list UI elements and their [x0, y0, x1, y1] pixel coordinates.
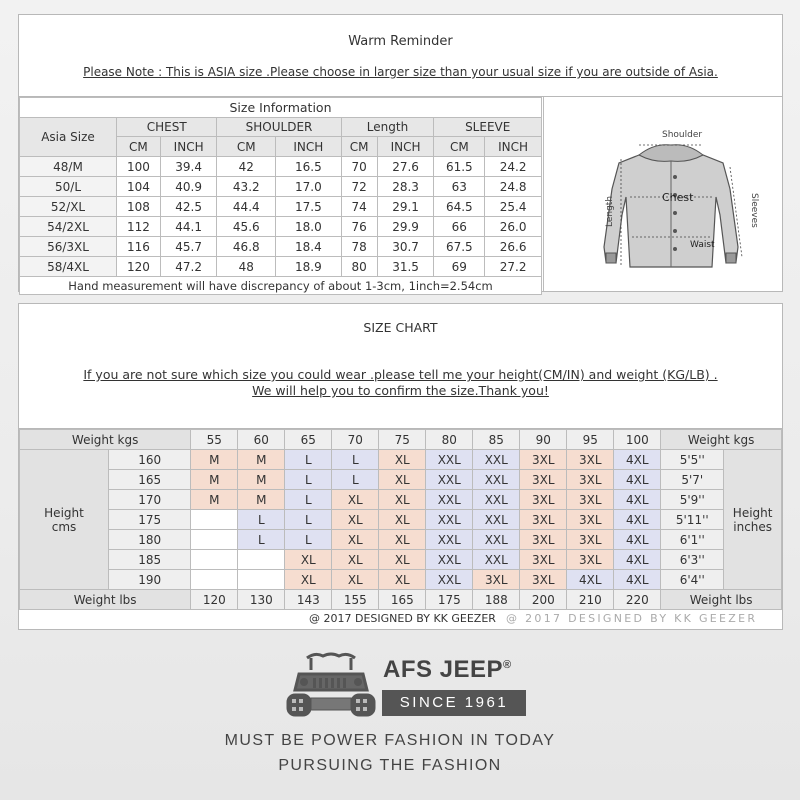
- weight-kg-header: 85: [473, 430, 520, 450]
- slogan-line: MUST BE POWER FASHION IN TODAY: [224, 732, 556, 749]
- size-cell: 4XL: [614, 530, 661, 550]
- measurement-cell: 24.8: [485, 177, 542, 197]
- size-cell: XXL: [426, 530, 473, 550]
- weight-lb-cell: 155: [332, 590, 379, 610]
- size-cell: 4XL: [614, 450, 661, 470]
- size-cell: 3XL: [567, 450, 614, 470]
- jeep-logo-icon: [285, 650, 377, 722]
- weight-lb-cell: 188: [473, 590, 520, 610]
- diagram-shoulder-label: Shoulder: [662, 130, 703, 140]
- group-header: CHEST: [117, 118, 217, 137]
- measurement-cell: 74: [341, 197, 377, 217]
- size-chart-title: SIZE CHART: [363, 320, 438, 335]
- size-chart-row: [20, 470, 782, 490]
- measurement-cell: 69: [434, 257, 485, 277]
- size-cell: 3XL: [567, 490, 614, 510]
- size-cell: XXL: [426, 490, 473, 510]
- height-inch-cell: 6'1'': [661, 530, 724, 550]
- measurement-cell: 70: [341, 157, 377, 177]
- size-cell: L: [285, 530, 332, 550]
- group-header: SLEEVE: [434, 118, 542, 137]
- height-cm-cell: 160: [109, 450, 191, 470]
- weight-kg-header: 55: [191, 430, 238, 450]
- weight-lb-cell: 210: [567, 590, 614, 610]
- measurement-cell: 66: [434, 217, 485, 237]
- measurement-cell: 104: [117, 177, 161, 197]
- measurement-cell: 80: [341, 257, 377, 277]
- size-cell: 4XL: [614, 550, 661, 570]
- measurement-cell: 46.8: [217, 237, 276, 257]
- size-chart-instructions: [19, 367, 782, 399]
- size-cell: 3XL: [520, 470, 567, 490]
- size-cell: XL: [332, 550, 379, 570]
- size-row: [20, 197, 542, 217]
- measurement-cell: 26.6: [485, 237, 542, 257]
- unit-header: INCH: [377, 137, 434, 157]
- measurement-cell: 116: [117, 237, 161, 257]
- size-cell: M: [238, 450, 285, 470]
- warm-reminder-title: Warm Reminder: [348, 34, 453, 49]
- weight-lb-cell: 130: [238, 590, 285, 610]
- size-cell: 3XL: [520, 450, 567, 470]
- weight-lb-cell: 120: [191, 590, 238, 610]
- diagram-length-label: Length: [605, 195, 615, 227]
- asia-size-cell: 50/L: [20, 177, 117, 197]
- weight-lbs-label: Weight lbs: [20, 590, 191, 610]
- size-cell: XL: [379, 450, 426, 470]
- measurement-cell: 112: [117, 217, 161, 237]
- height-cm-cell: 180: [109, 530, 191, 550]
- measurement-cell: 44.1: [160, 217, 217, 237]
- measurement-cell: 40.9: [160, 177, 217, 197]
- size-cell: L: [285, 490, 332, 510]
- measurement-cell: 63: [434, 177, 485, 197]
- height-inch-cell: 5'7': [661, 470, 724, 490]
- size-cell: [238, 570, 285, 590]
- diagram-sleeves-label: Sleeves: [749, 193, 759, 228]
- size-cell: XXL: [426, 510, 473, 530]
- warm-reminder-note: Please Note : This is ASIA size .Please choose in larger size than your usual size if you are outside of Asia.: [83, 65, 718, 79]
- size-cell: L: [332, 450, 379, 470]
- size-cell: L: [285, 510, 332, 530]
- size-cell: [191, 550, 238, 570]
- size-cell: 4XL: [614, 490, 661, 510]
- size-cell: XL: [332, 510, 379, 530]
- size-cell: 4XL: [614, 510, 661, 530]
- measurement-cell: 44.4: [217, 197, 276, 217]
- asia-size-cell: 48/M: [20, 157, 117, 177]
- measurement-cell: 27.6: [377, 157, 434, 177]
- size-cell: 3XL: [567, 530, 614, 550]
- size-cell: XL: [332, 490, 379, 510]
- weight-kgs-label-right: Weight kgs: [661, 430, 782, 450]
- measurement-cell: 45.6: [217, 217, 276, 237]
- asia-size-cell: 58/4XL: [20, 257, 117, 277]
- size-row: [20, 177, 542, 197]
- size-cell: [191, 570, 238, 590]
- size-cell: [238, 550, 285, 570]
- size-chart-table: [19, 429, 782, 610]
- height-cm-cell: 190: [109, 570, 191, 590]
- measurement-cell: 64.5: [434, 197, 485, 217]
- copyright-watermark: @ 2017 DESIGNED BY KK GEEZER: [506, 612, 758, 625]
- measurement-cell: 27.2: [485, 257, 542, 277]
- size-cell: XXL: [426, 570, 473, 590]
- measurement-cell: 48: [217, 257, 276, 277]
- size-chart-instruction-line: We will help you to confirm the size.Thank you!: [252, 383, 549, 398]
- weight-kgs-label: Weight kgs: [20, 430, 191, 450]
- size-information-title: Size Information: [20, 98, 542, 118]
- measurement-cell: 47.2: [160, 257, 217, 277]
- measurement-cell: 67.5: [434, 237, 485, 257]
- size-information-table: [19, 97, 542, 295]
- diagram-chest-label: Chest: [662, 191, 694, 204]
- unit-header: CM: [434, 137, 485, 157]
- weight-kg-header: 95: [567, 430, 614, 450]
- shirt-diagram: [543, 97, 783, 291]
- size-cell: L: [285, 450, 332, 470]
- size-cell: XXL: [426, 550, 473, 570]
- measurement-cell: 26.0: [485, 217, 542, 237]
- size-row: [20, 157, 542, 177]
- measurement-cell: 108: [117, 197, 161, 217]
- asia-size-label: Asia Size: [20, 118, 117, 157]
- registered-mark: ®: [503, 659, 512, 671]
- measurement-cell: 43.2: [217, 177, 276, 197]
- height-cm-cell: 170: [109, 490, 191, 510]
- size-cell: XL: [285, 550, 332, 570]
- asia-size-cell: 52/XL: [20, 197, 117, 217]
- size-cell: XXL: [473, 510, 520, 530]
- brand-name: AFS JEEP®: [383, 656, 512, 683]
- size-cell: XL: [332, 570, 379, 590]
- size-chart-row: [20, 490, 782, 510]
- size-chart-row: [20, 450, 782, 470]
- unit-header: INCH: [485, 137, 542, 157]
- measurement-cell: 18.4: [276, 237, 341, 257]
- weight-lb-cell: 175: [426, 590, 473, 610]
- slogan-line: PURSUING THE FASHION: [278, 757, 502, 774]
- measurement-cell: 45.7: [160, 237, 217, 257]
- weight-lb-cell: 200: [520, 590, 567, 610]
- weight-lb-cell: 220: [614, 590, 661, 610]
- measurement-cell: 76: [341, 217, 377, 237]
- size-cell: L: [238, 510, 285, 530]
- height-cms-label: Height cms: [20, 450, 109, 590]
- size-cell: XXL: [473, 550, 520, 570]
- size-cell: 4XL: [567, 570, 614, 590]
- measurement-cell: 28.3: [377, 177, 434, 197]
- size-cell: M: [238, 490, 285, 510]
- height-cm-cell: 175: [109, 510, 191, 530]
- height-inch-cell: 5'5'': [661, 450, 724, 470]
- weight-kg-header: 75: [379, 430, 426, 450]
- size-cell: 4XL: [614, 570, 661, 590]
- size-cell: XL: [379, 470, 426, 490]
- height-cm-cell: 185: [109, 550, 191, 570]
- measurement-cell: 18.0: [276, 217, 341, 237]
- measurement-cell: 120: [117, 257, 161, 277]
- size-cell: XXL: [473, 530, 520, 550]
- weight-kg-header: 90: [520, 430, 567, 450]
- weight-lb-cell: 143: [285, 590, 332, 610]
- measurement-cell: 25.4: [485, 197, 542, 217]
- measurement-footnote: Hand measurement will have discrepancy of about 1-3cm, 1inch=2.54cm: [20, 277, 542, 295]
- unit-header: CM: [117, 137, 161, 157]
- size-row: [20, 257, 542, 277]
- size-cell: 3XL: [520, 570, 567, 590]
- size-cell: L: [332, 470, 379, 490]
- size-cell: 3XL: [567, 550, 614, 570]
- size-cell: XL: [379, 530, 426, 550]
- measurement-cell: 78: [341, 237, 377, 257]
- measurement-cell: 42: [217, 157, 276, 177]
- brand-since-badge: SINCE 1961: [382, 690, 526, 716]
- weight-kg-header: 100: [614, 430, 661, 450]
- size-cell: XXL: [473, 470, 520, 490]
- size-cell: L: [285, 470, 332, 490]
- size-cell: XL: [379, 510, 426, 530]
- height-cm-cell: 165: [109, 470, 191, 490]
- unit-header: CM: [217, 137, 276, 157]
- height-inch-cell: 5'9'': [661, 490, 724, 510]
- asia-size-cell: 56/3XL: [20, 237, 117, 257]
- size-cell: L: [238, 530, 285, 550]
- height-inch-cell: 5'11'': [661, 510, 724, 530]
- unit-header: INCH: [276, 137, 341, 157]
- size-cell: XL: [285, 570, 332, 590]
- size-row: [20, 217, 542, 237]
- measurement-cell: 29.1: [377, 197, 434, 217]
- size-cell: M: [191, 490, 238, 510]
- copyright-text: @ 2017 DESIGNED BY KK GEEZER: [309, 612, 496, 625]
- height-inch-cell: 6'3'': [661, 550, 724, 570]
- height-inches-label: Height inches: [724, 450, 782, 590]
- size-cell: 3XL: [520, 530, 567, 550]
- warm-reminder-section: [19, 15, 782, 97]
- weight-lb-cell: 165: [379, 590, 426, 610]
- shirt-measurement-icon: [544, 97, 783, 291]
- size-information-panel: [18, 14, 783, 292]
- measurement-cell: 17.0: [276, 177, 341, 197]
- unit-header: INCH: [160, 137, 217, 157]
- weight-kg-header: 60: [238, 430, 285, 450]
- size-cell: 3XL: [520, 510, 567, 530]
- size-cell: XXL: [426, 470, 473, 490]
- size-cell: XL: [332, 530, 379, 550]
- weight-kg-header: 70: [332, 430, 379, 450]
- size-cell: M: [191, 450, 238, 470]
- measurement-cell: 61.5: [434, 157, 485, 177]
- size-chart-row: [20, 550, 782, 570]
- size-cell: M: [191, 470, 238, 490]
- height-inch-cell: 6'4'': [661, 570, 724, 590]
- size-cell: XXL: [473, 450, 520, 470]
- copyright-bar: [19, 609, 782, 629]
- unit-header: CM: [341, 137, 377, 157]
- size-cell: [191, 510, 238, 530]
- size-cell: M: [238, 470, 285, 490]
- size-cell: XL: [379, 490, 426, 510]
- weight-lbs-label-right: Weight lbs: [661, 590, 782, 610]
- size-chart-instruction-line: If you are not sure which size you could wear .please tell me your height(CM/IN) and weight (KG/LB) .: [83, 367, 718, 382]
- size-cell: XXL: [426, 450, 473, 470]
- measurement-cell: 30.7: [377, 237, 434, 257]
- measurement-cell: 31.5: [377, 257, 434, 277]
- size-cell: XL: [379, 550, 426, 570]
- measurement-cell: 17.5: [276, 197, 341, 217]
- size-cell: XL: [379, 570, 426, 590]
- size-cell: XXL: [473, 490, 520, 510]
- size-chart-row: [20, 530, 782, 550]
- size-cell: 3XL: [473, 570, 520, 590]
- size-cell: 3XL: [567, 510, 614, 530]
- size-cell: 3XL: [567, 470, 614, 490]
- measurement-cell: 29.9: [377, 217, 434, 237]
- size-cell: [191, 530, 238, 550]
- measurement-cell: 24.2: [485, 157, 542, 177]
- size-chart-header: [19, 304, 782, 429]
- measurement-cell: 100: [117, 157, 161, 177]
- measurement-cell: 72: [341, 177, 377, 197]
- asia-size-cell: 54/2XL: [20, 217, 117, 237]
- measurement-cell: 42.5: [160, 197, 217, 217]
- size-cell: 3XL: [520, 490, 567, 510]
- size-chart-row: [20, 510, 782, 530]
- measurement-cell: 39.4: [160, 157, 217, 177]
- weight-kg-header: 65: [285, 430, 332, 450]
- group-header: SHOULDER: [217, 118, 341, 137]
- size-row: [20, 237, 542, 257]
- measurement-cell: 18.9: [276, 257, 341, 277]
- brand-logo: [285, 650, 545, 722]
- group-header: Length: [341, 118, 434, 137]
- size-chart-row: [20, 570, 782, 590]
- size-cell: 4XL: [614, 470, 661, 490]
- diagram-waist-label: Waist: [690, 240, 715, 250]
- size-chart-panel: [18, 303, 783, 630]
- size-cell: 3XL: [520, 550, 567, 570]
- weight-kg-header: 80: [426, 430, 473, 450]
- measurement-cell: 16.5: [276, 157, 341, 177]
